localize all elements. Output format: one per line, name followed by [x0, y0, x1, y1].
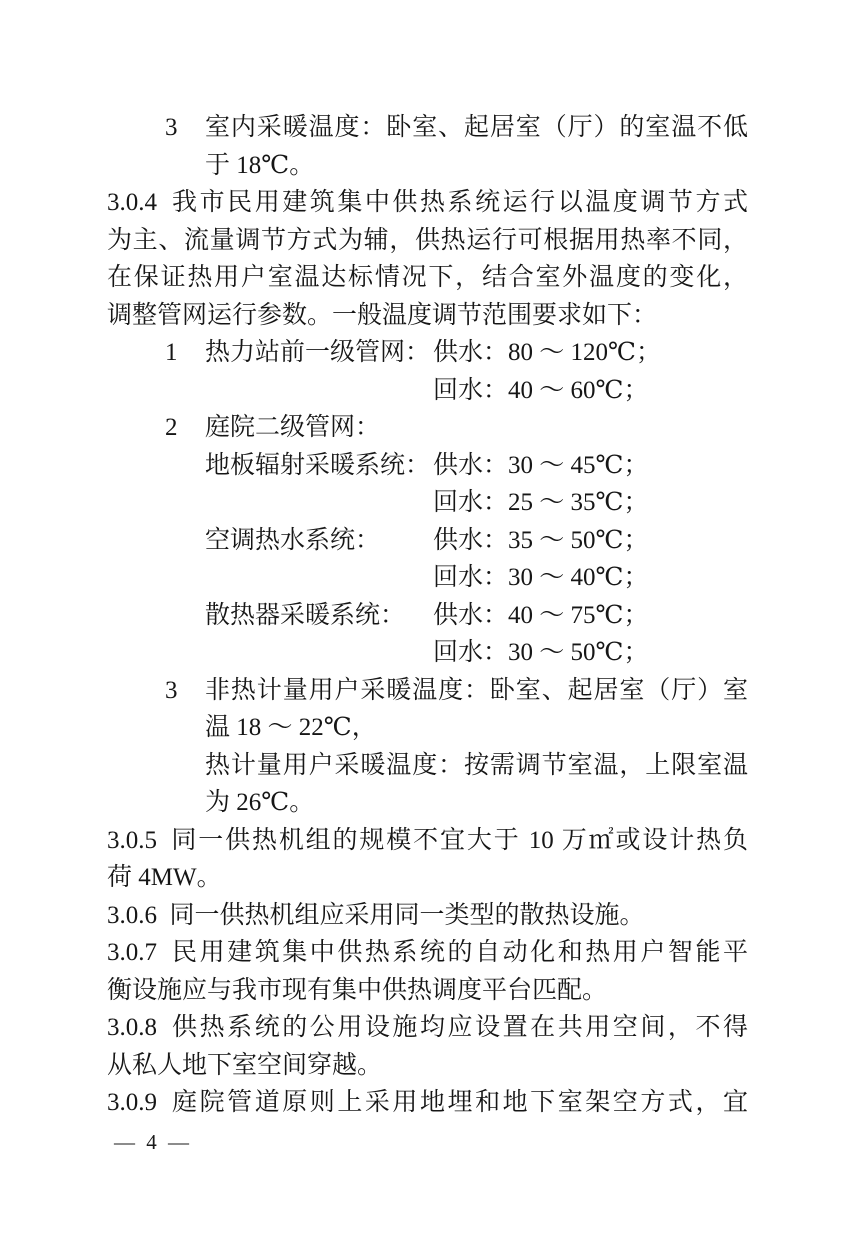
text-line — [107, 597, 748, 635]
row-value: 供水：40 ～ 75℃； — [433, 601, 649, 629]
text-line — [107, 222, 748, 260]
text-line — [107, 784, 748, 822]
row-label: 空调热水系统： — [205, 526, 381, 554]
list-number: 3 — [165, 676, 178, 704]
text-line — [107, 559, 748, 597]
list-number: 1 — [165, 339, 178, 366]
text-line — [107, 297, 748, 335]
page-number: — 4 — — [114, 1130, 192, 1154]
text-line — [107, 709, 748, 747]
line-text: 于 18℃。 — [205, 151, 315, 179]
text-line — [107, 747, 748, 785]
line-text: 荷 4MW。 — [107, 864, 222, 891]
line-text: 为主、流量调节方式为辅，供热运行可根据用热率不同， — [107, 226, 748, 254]
text-line — [107, 372, 748, 410]
row-value: 回水：25 ～ 35℃； — [433, 489, 649, 516]
text-line — [107, 522, 748, 560]
text-line — [107, 822, 748, 860]
text-line — [107, 972, 748, 1010]
row-value: 回水：40 ～ 60℃； — [433, 376, 649, 404]
text-line — [107, 859, 748, 897]
row-value: 供水：80 ～ 120℃； — [433, 339, 661, 366]
text-line — [107, 484, 748, 522]
row-label: 热力站前一级管网： — [205, 339, 431, 366]
text-line — [107, 409, 748, 447]
text-line — [107, 109, 748, 147]
line-text: 室内采暖温度：卧室、起居室（厅）的室温不低 — [205, 114, 748, 141]
text-line — [107, 672, 748, 710]
list-number: 2 — [165, 414, 178, 441]
line-text: 3.0.8 供热系统的公用设施均应设置在共用空间，不得 — [107, 1014, 748, 1041]
line-text: 热计量用户采暖温度：按需调节室温，上限室温 — [205, 751, 748, 779]
text-line — [107, 1009, 748, 1047]
line-text: 3.0.7 民用建筑集中供热系统的自动化和热用户智能平 — [107, 939, 748, 966]
line-text: 3.0.5 同一供热机组的规模不宜大于 10 万㎡或设计热负 — [107, 826, 748, 854]
line-text: 温 18 ～ 22℃， — [205, 714, 377, 741]
text-line — [107, 334, 748, 372]
row-value: 供水：30 ～ 45℃； — [433, 451, 649, 479]
text-line — [107, 259, 748, 297]
line-text: 3.0.4 我市民用建筑集中供热系统运行以温度调节方式 — [107, 189, 748, 216]
text-line — [107, 634, 748, 672]
line-text: 从私人地下室空间穿越。 — [107, 1051, 383, 1079]
line-text: 非热计量用户采暖温度：卧室、起居室（厅）室 — [205, 676, 748, 704]
text-line — [107, 147, 748, 185]
row-label: 地板辐射采暖系统： — [205, 451, 431, 479]
line-text: 庭院二级管网： — [205, 414, 381, 441]
text-line — [107, 897, 748, 935]
text-line — [107, 447, 748, 485]
line-text: 为 26℃。 — [205, 789, 315, 816]
line-text: 3.0.9 庭院管道原则上采用地埋和地下室架空方式，宜 — [107, 1089, 748, 1116]
line-text: 在保证热用户室温达标情况下，结合室外温度的变化， — [107, 264, 748, 291]
row-value: 回水：30 ～ 50℃； — [433, 639, 649, 666]
row-value: 供水：35 ～ 50℃； — [433, 526, 649, 554]
text-line — [107, 1084, 748, 1122]
text-line — [107, 1047, 748, 1085]
text-line — [107, 184, 748, 222]
line-text: 3.0.6 同一供热机组应采用同一类型的散热设施。 — [107, 901, 645, 929]
list-number: 3 — [165, 114, 178, 141]
row-value: 回水：30 ～ 40℃； — [433, 564, 649, 591]
line-text: 衡设施应与我市现有集中供热调度平台匹配。 — [107, 976, 608, 1004]
row-label: 散热器采暖系统： — [205, 601, 406, 629]
text-line — [107, 934, 748, 972]
line-text: 调整管网运行参数。一般温度调节范围要求如下： — [107, 301, 658, 329]
document-lines — [107, 109, 748, 1122]
